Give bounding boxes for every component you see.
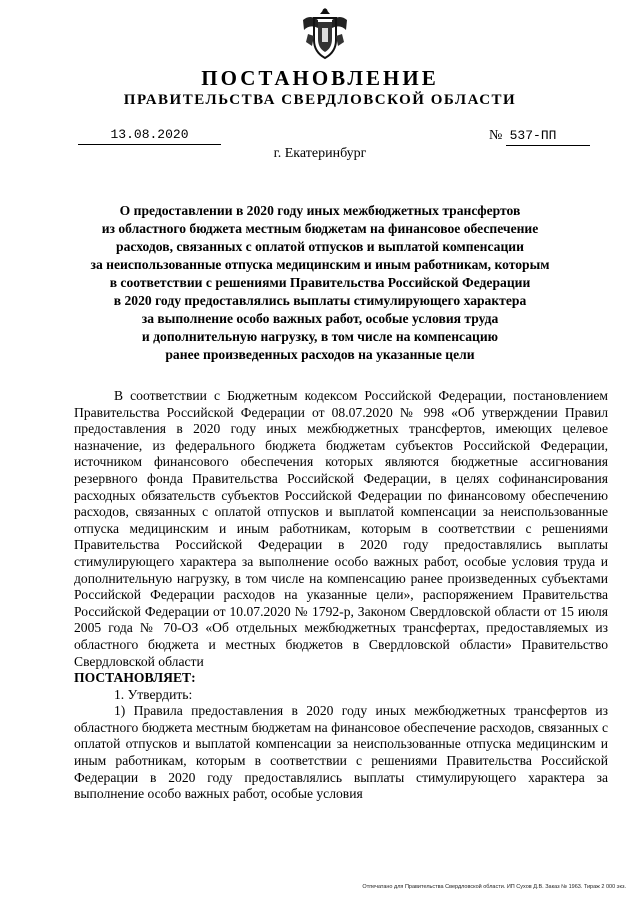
document-title: ПОСТАНОВЛЕНИЕ bbox=[201, 66, 439, 90]
document-heading bbox=[60, 202, 580, 364]
heading-line: из областного бюджета местным бюджетам на финансовое обеспечение bbox=[101, 221, 539, 236]
coat-of-arms-icon bbox=[300, 6, 350, 62]
city-line: г. Екатеринбург bbox=[273, 146, 367, 161]
number-sign: № bbox=[489, 128, 503, 143]
document-number: 537-ПП bbox=[506, 127, 590, 146]
preamble-paragraph: В соответствии с Бюджетным кодексом Российской Федерации, постановлением Правительства Российской Федерации от 08.07.2020 № 998 «Об утверждении Правил предоставления в 2020 году иных межбюджетных трансфертов, имеющих целевое назначение, из федерального бюджета бюджетам субъектов Российской Федерации, источником финансового обеспечения которых являются бюджетные ассигнования резервного фонда Правительства Российской Федерации, в целях софинансирования расходных обязательств субъектов Российской Федерации по финансовому обеспечению расходов, связанных с оплатой отпусков и выплатой компенсации за неиспользованные отпуска медицинским и иным работникам, которым в соответствии с решениями Правительства Российской Федерации в 2020 году предоставлялись выплаты стимулирующего характера за выполнение особо важных работ, особые условия труда и дополнительную нагрузку, в том числе на компенсацию ранее произведенных субъектами Российской Федерации расходов на указанные цели», распоряжением Правительства Российской Федерации от 10.07.2020 № 1792-р, Законом Свердловской области от 15 июля 2005 года № 70-ОЗ «Об отдельных межбюджетных трансфертах, предоставляемых из областного бюджета и местных бюджетов в Свердловской области» Правительство Свердловской области bbox=[74, 388, 608, 669]
heading-line: и дополнительную нагрузку, в том числе на компенсацию bbox=[141, 329, 499, 344]
item-1-subitem-1: 1) Правила предоставления в 2020 году иных межбюджетных трансфертов из областного бюджета местным бюджетам на финансовое обеспечение расходов, связанных с оплатой отпусков и выплатой компенсации за неиспользованные отпуска медицинским и иным работникам, которым в соответствии с решениями Правительства Российской Федерации в 2020 году предоставлялись выплаты стимулирующего характера за выполнение особо важных работ, особые условия bbox=[74, 703, 608, 802]
print-footer: Отпечатано для Правительства Свердловской области. ИП Сухов Д.В. Заказ № 1963. Тираж 2 000 экз. bbox=[362, 884, 626, 890]
heading-line: расходов, связанных с оплатой отпусков и выплатой компенсации bbox=[116, 239, 524, 254]
heading-line: О предоставлении в 2020 году иных межбюджетных трансфертов bbox=[119, 203, 521, 218]
decree-word: ПОСТАНОВЛЯЕТ: bbox=[74, 670, 196, 686]
heading-line: за неиспользованные отпуска медицинским и иным работникам, которым bbox=[90, 257, 550, 272]
heading-line: ранее произведенных расходов на указанные цели bbox=[165, 347, 475, 362]
document-body bbox=[74, 388, 608, 803]
heading-line: в 2020 году предоставлялись выплаты стимулирующего характера bbox=[113, 293, 527, 308]
document-number-block bbox=[489, 126, 609, 144]
document-subtitle: ПРАВИТЕЛЬСТВА СВЕРДЛОВСКОЙ ОБЛАСТИ bbox=[123, 92, 517, 108]
heading-line: в соответствии с решениями Правительства Российской Федерации bbox=[109, 275, 531, 290]
document-date: 13.08.2020 bbox=[78, 126, 221, 145]
item-1: 1. Утвердить: bbox=[114, 686, 193, 702]
heading-line: за выполнение особо важных работ, особые условия труда bbox=[141, 311, 499, 326]
